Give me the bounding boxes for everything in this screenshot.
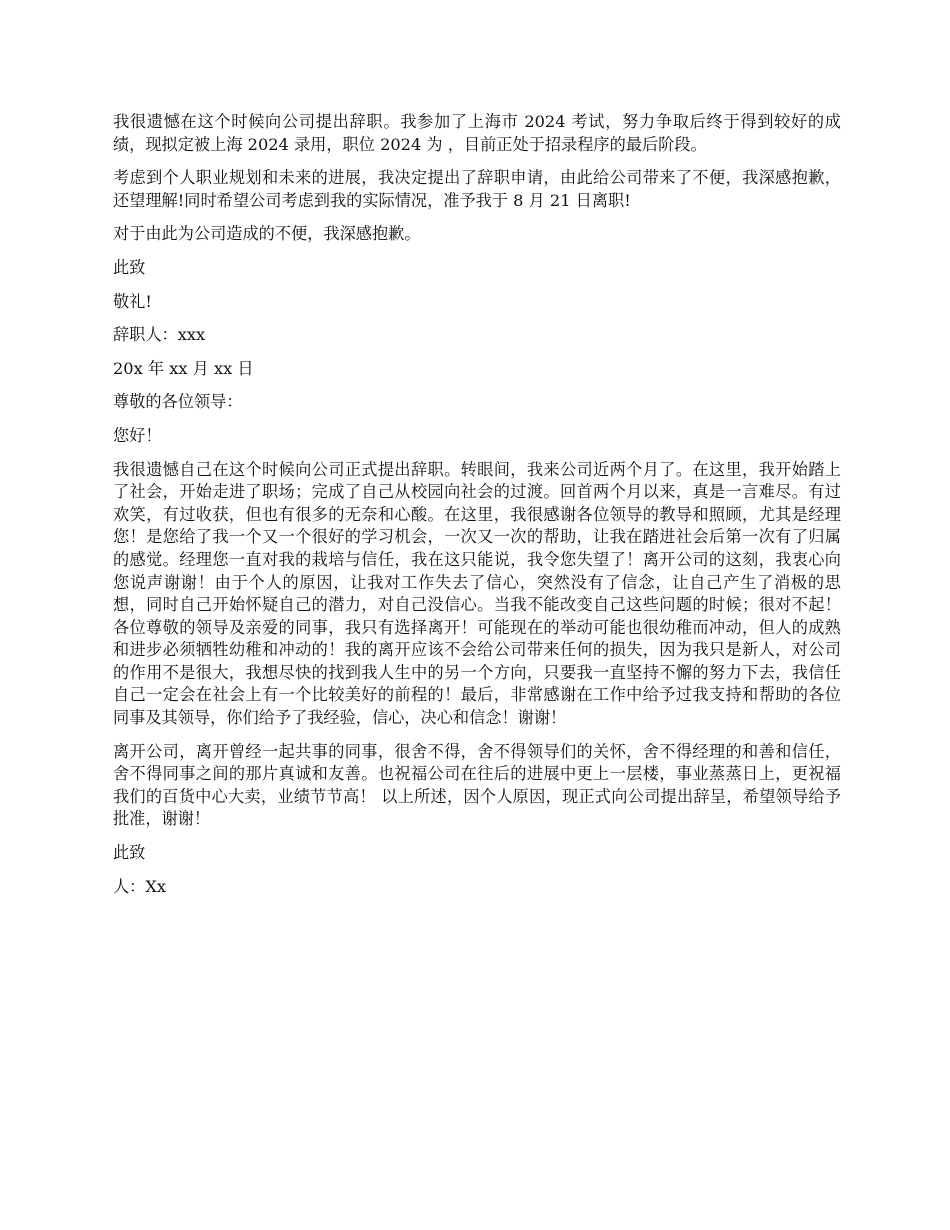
closing-cizhi-2: 此致 bbox=[113, 843, 146, 863]
paragraph-resignation-reason: 我很遗憾在这个时候向公司提出辞职。我参加了上海市 2024 考试，努力争取后终于得到较好的成绩，现拟定被上海 2024 录用，职位 2024 为 ，目前正处于招录程序的最后阶段。 bbox=[113, 112, 841, 154]
paragraph-farewell: 离开公司，离开曾经一起共事的同事，很舍不得，舍不得领导们的关怀，舍不得经理的和善和信任，舍不得同事之间的那片真诚和友善。也祝福公司在往后的进展中更上一层楼，事业蒸蒸日上，更祝福我们的百货中心大卖，业绩节节高！ 以上所述，因个人原因，现正式向公司提出辞呈，希望领导给予批准，谢谢！ bbox=[113, 741, 841, 829]
signature-person: 人：Xx bbox=[113, 876, 167, 896]
salutation: 尊敬的各位领导： bbox=[113, 392, 243, 412]
closing-jingli: 敬礼! bbox=[113, 291, 152, 311]
closing-cizhi: 此致 bbox=[113, 257, 146, 277]
paragraph-career-plan: 考虑到个人职业规划和未来的进展，我决定提出了辞职申请，由此给公司带来了不便，我深感抱歉，还望理解!同时希望公司考虑到我的实际情况，准予我于 8 月 21 日离职! bbox=[113, 168, 841, 210]
signature-resigner: 辞职人：xxx bbox=[113, 325, 206, 345]
paragraph-long-letter: 我很遗憾自己在这个时候向公司正式提出辞职。转眼间，我来公司近两个月了。在这里，我开始踏上了社会，开始走进了职场；完成了自己从校园向社会的过渡。回首两个月以来，真是一言难尽。有过欢笑，有过收获，但也有很多的无奈和心酸。在这里，我很感谢各位领导的教导和照顾，尤其是经理您！是您给了我一个又一个很好的学习机会，一次又一次的帮助，让我在踏进社会后第一次有了归属的感觉。经理您一直对我的栽培与信任，我在这只能说，我令您失望了！离开公司的这刻，我衷心向您说声谢谢！由于个人的原因，让我对工作失去了信心，突然没有了信念，让自己产生了消极的思想，同时自己开始怀疑自己的潜力，对自己没信心。当我不能改变自己这些问题的时候；很对不起！各位尊敬的领导及亲爱的同事，我只有选择离开！可能现在的举动可能也很幼稚而冲动，但人的成熟和进步必须牺牲幼稚和冲动的！我的离开应该不会给公司带来任何的损失，因为我只是新人，对公司的作用不是很大，我想尽快的找到我人生中的另一个方向，只要我一直坚持不懈的努力下去，我信任自己一定会在社会上有一个比较美好的前程的！最后，非常感谢在工作中给予过我支持和帮助的各位同事及其领导，你们给予了我经验，信心，决心和信念！谢谢！ bbox=[113, 459, 841, 728]
document-body bbox=[113, 111, 841, 909]
paragraph-apology: 对于由此为公司造成的不便，我深感抱歉。 bbox=[113, 224, 421, 244]
greeting: 您好！ bbox=[113, 425, 162, 445]
signature-date: 20x 年 xx 月 xx 日 bbox=[113, 358, 254, 378]
